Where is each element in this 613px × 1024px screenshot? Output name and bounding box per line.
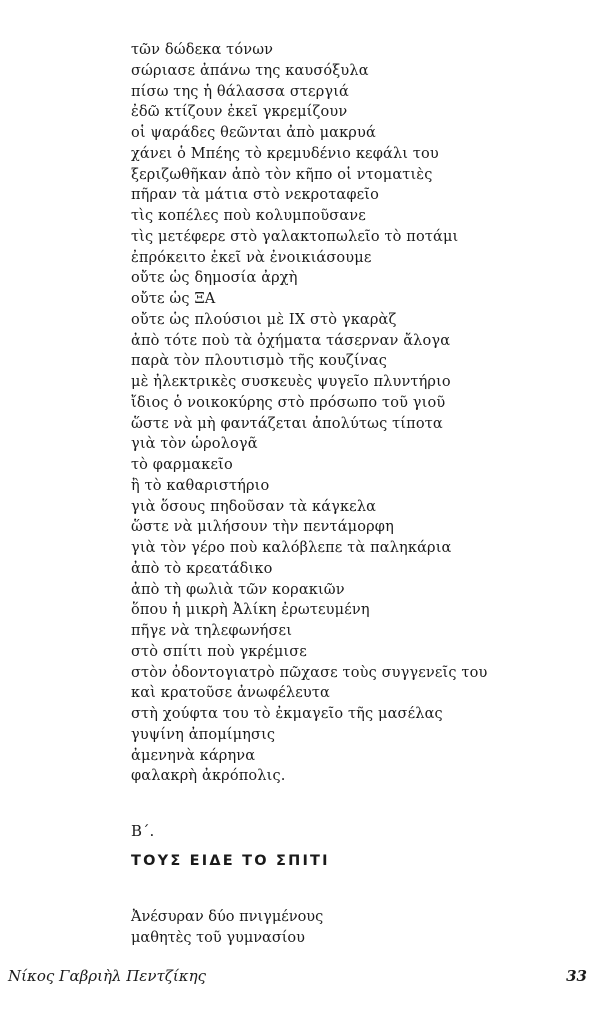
- poem-line: ξεριζωθῆκαν ἀπὸ τὸν κῆπο οἱ ντοματιὲς: [131, 166, 433, 183]
- poem-line: στὴ χούφτα του τὸ ἐκμαγεῖο τῆς μασέλας: [131, 706, 443, 722]
- poem-line: ἀμενηνὰ κάρηνα: [131, 747, 256, 764]
- poem-line: καὶ κρατοῦσε ἀνωφέλευτα: [131, 685, 330, 702]
- poem-line: ἐπρόκειτο ἐκεῖ νὰ ἐνοικιάσουμε: [131, 249, 372, 266]
- poem-line: τὶς κοπέλες ποὺ κολυμποῦσανε: [131, 208, 366, 224]
- poem-line: γιὰ τὸν ὡρολογᾶ: [131, 436, 258, 453]
- section-title: ΤΟΥΣ ΕΙΔΕ ΤΟ ΣΠΙΤΙ: [131, 853, 330, 869]
- poem-line: οἱ ψαράδες θεῶνται ἀπὸ μακρυά: [131, 125, 376, 141]
- poem-line: ἀπὸ τὸ κρεατάδικο: [131, 560, 273, 577]
- poem-line: γιὰ τὸν γέρο ποὺ καλόβλεπε τὰ παληκάρια: [131, 540, 452, 556]
- poem-line: στὸν ὀδοντογιατρὸ πῶχασε τοὺς συγγενεῖς του: [131, 664, 488, 681]
- poem-line: σώριασε ἀπάνω της καυσόξυλα: [131, 62, 369, 79]
- poem-line: χάνει ὁ Μπέης τὸ κρεμυδένιο κεφάλι του: [131, 145, 439, 162]
- poem-line: μὲ ἠλεκτρικὲς συσκευὲς ψυγεῖο πλυντήριο: [131, 374, 451, 390]
- poem-line: μαθητὲς τοῦ γυμνασίου: [131, 930, 305, 946]
- poem-line: γυψίνη ἀπομίμησις: [131, 726, 276, 743]
- poem-line: ἢ τὸ καθαριστήριο: [131, 477, 270, 494]
- poem-line: ὥστε νὰ μὴ φαντάζεται ἀπολύτως τίποτα: [131, 415, 443, 432]
- poem-line: στὸ σπίτι ποὺ γκρέμισε: [131, 643, 307, 660]
- footer-author: Νίκος Γαβριὴλ Πεντζίκης: [8, 967, 206, 985]
- page-number: 33: [566, 967, 587, 985]
- poem-line: ὅπου ἡ μικρὴ Ἀλίκη ἐρωτευμένη: [131, 602, 370, 619]
- poem-line: ἴδιος ὁ νοικοκύρης στὸ πρόσωπο τοῦ γιοῦ: [131, 394, 446, 411]
- poem-body: [131, 40, 487, 787]
- poem-line: τῶν δώδεκα τόνων: [131, 42, 274, 58]
- poem-line: Ἀνέσυραν δύο πνιγμένους: [131, 909, 324, 925]
- poem-line: ἀπὸ τότε ποὺ τὰ ὀχήματα τάσερναν ἄλογα: [131, 332, 451, 349]
- poem-line: πῆραν τὰ μάτια στὸ νεκροταφεῖο: [131, 187, 379, 204]
- poem-line: οὔτε ὡς πλούσιοι μὲ ΙΧ στὸ γκαρὰζ: [131, 311, 397, 328]
- poem-line: τὸ φαρμακεῖο: [131, 457, 233, 473]
- section-number: Β΄.: [131, 822, 155, 840]
- poem-line: φαλακρὴ ἀκρόπολις.: [131, 768, 286, 785]
- poem-line: τὶς μετέφερε στὸ γαλακτοπωλεῖο τὸ ποτάμι: [131, 228, 459, 245]
- section-opening-lines: [131, 907, 323, 949]
- poem-line: ὥστε νὰ μιλήσουν τὴν πεντάμορφη: [131, 519, 394, 536]
- poem-line: πῆγε νὰ τηλεφωνήσει: [131, 623, 293, 639]
- poem-line: πίσω της ἡ θάλασσα στεργιά: [131, 83, 349, 100]
- poem-line: ἀπὸ τὴ φωλιὰ τῶν κορακιῶν: [131, 581, 345, 598]
- poem-line: οὔτε ὡς ΞΑ: [131, 291, 216, 307]
- poem-line: γιὰ ὅσους πηδοῦσαν τὰ κάγκελα: [131, 498, 377, 515]
- poem-line: ἐδῶ κτίζουν ἐκεῖ γκρεμίζουν: [131, 104, 348, 121]
- poem-line: οὔτε ὡς δημοσία ἀρχὴ: [131, 270, 298, 287]
- poem-line: παρὰ τὸν πλουτισμὸ τῆς κουζίνας: [131, 353, 388, 370]
